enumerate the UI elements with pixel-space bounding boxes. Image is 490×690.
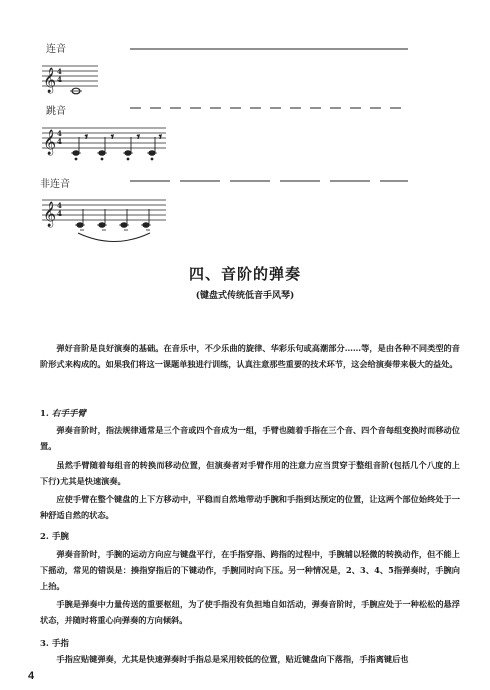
section-1-paragraph-3: 应使手臂在整个键盘的上下方移动中，平稳而自然地带动手腕和手指到达预定的位置，让这两个部位始终处于一种舒适自然的状态。 [40,494,460,520]
nonlegato-dash-line [130,179,410,183]
legato-label: 连音 [46,44,66,55]
svg-text:𝄾: 𝄾 [85,132,88,143]
section-2-paragraph-1: 弹奏音阶时，手腕的运动方向应与键盘平行，在手指穿指、跨指的过程中，手腕辅以轻微的转换动作，但不能上下摇动，常见的错误是：揍指穿指后的下键动作，手腕同时向下压。另一种情况是，2、3、4、5指弹奏时，手腕向上抬。 [40,549,460,591]
section-1-number: 1. [40,409,49,419]
section-title: 四、音阶的弹奏 [188,265,301,283]
section-subtitle: (键盘式传统低音手风琴) [195,291,295,301]
svg-text:𝄾: 𝄾 [159,132,162,143]
section-1-heading [40,407,86,419]
svg-text:4: 4 [57,67,62,76]
nonlegato-staff [40,192,170,252]
svg-text:𝄞: 𝄞 [43,130,57,155]
svg-text:4: 4 [57,75,62,84]
svg-text:𝄞: 𝄞 [43,202,57,227]
intro-paragraph: 弹好音阶是良好演奏的基础。在音乐中，不少乐曲的旋律、华彩乐句或高潮部分……等，是由各种不同类型的音阶形式来构成的。如果我们将这一课题单独进行训练，认真注意那些重要的技术环节，这会给演奏带来极大的益处。 [40,343,460,369]
legato-staff [40,60,100,100]
legato-line [130,47,410,51]
svg-text:4: 4 [57,201,62,210]
section-2-paragraph-2: 手腕是弹奏中力量传送的重要枢纽，为了使手指没有负担地自如活动，弹奏音阶时，手腕应处于一种松松的悬浮状态，并随时将重心向弹奏的方向倾斜。 [40,599,460,625]
staccato-label: 跳音 [46,106,66,117]
page-number: 4 [28,670,35,682]
section-3-paragraph-1: 手指应贴键弹奏，尤其是快速弹奏时手指总是采用较低的位置，贴近键盘向下落指，手指离键后也 [56,654,409,664]
section-3-heading: 3. 手指 [40,639,69,649]
section-1-paragraph-1: 弹奏音阶时，指法规律通常是三个音或四个音成为一组，手臂也随着手指在三个音、四个音每组变换时而移动位置。 [40,425,460,451]
section-1-paragraph-2: 虽然手臂随着每组音的转换而移动位置，但演奏者对手臂作用的注意力应当贯穿于整组音阶(包括几个八度的上下行)尤其是快速演奏。 [40,460,460,486]
nonlegato-label: 非连音 [40,179,70,190]
staccato-dashed-line [130,106,410,110]
section-1-title: 右手手臂 [51,409,86,419]
svg-text:4: 4 [57,209,62,218]
svg-text:𝄾: 𝄾 [137,132,140,143]
svg-text:𝄾: 𝄾 [111,132,114,143]
svg-text:4: 4 [57,129,62,138]
svg-text:4: 4 [57,137,62,146]
staccato-staff [40,120,170,168]
svg-text:𝄞: 𝄞 [43,68,57,93]
section-2-heading: 2. 手腕 [40,532,69,542]
